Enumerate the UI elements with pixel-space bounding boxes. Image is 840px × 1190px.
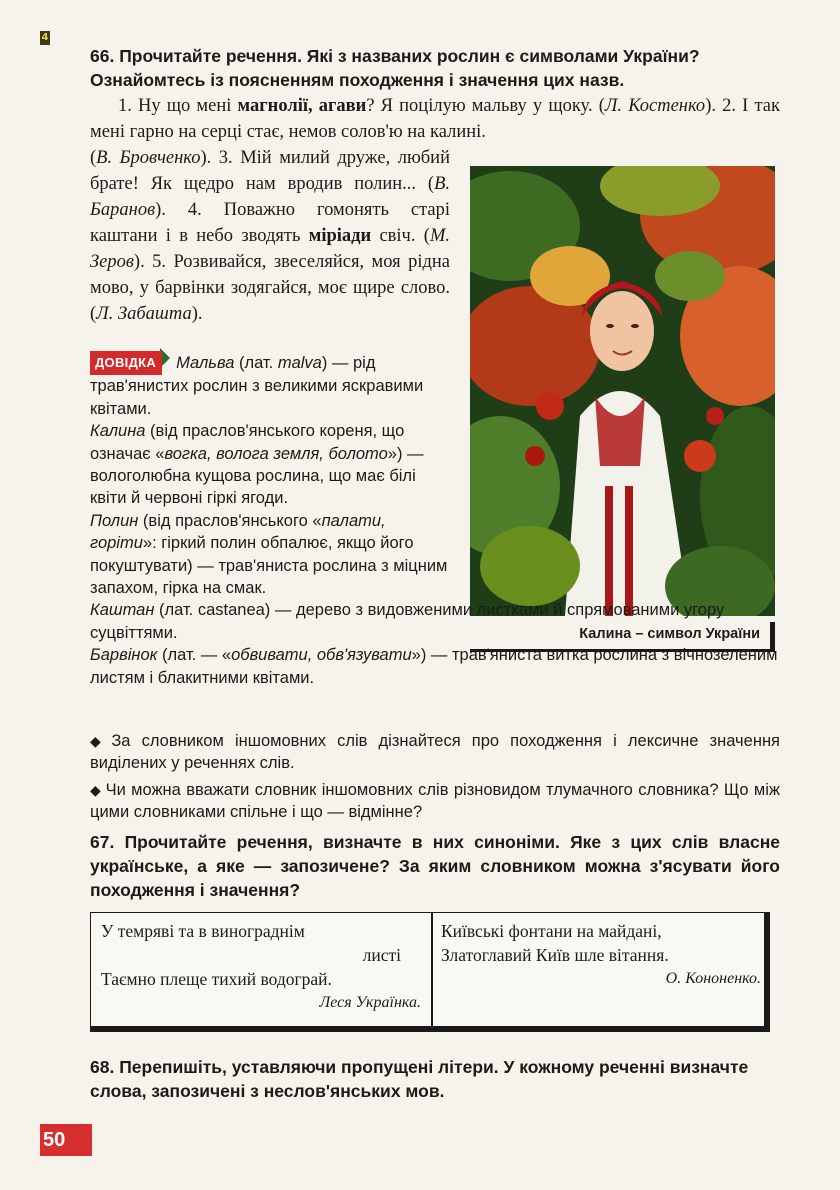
dovidka-barvinok	[90, 644, 790, 689]
task-66-heading: 66. Прочитайте речення. Які з названих рослин є символами України? Ознайомтесь із поясненням походження і значення цих назв.	[90, 46, 700, 90]
author-brovchenko: В. Бровченко	[96, 148, 201, 168]
poem-lesya-ukrainka	[101, 919, 421, 1015]
task-66-questions	[90, 730, 780, 828]
term-kalyna: Калина	[90, 422, 146, 441]
dovidka-reference-block	[90, 348, 790, 689]
poem-line: Таємно плеще тихий водограй.	[101, 969, 332, 989]
page-number: 50	[40, 1124, 92, 1156]
polyn-text: (від праслов'янського «	[138, 511, 322, 530]
question-item	[90, 730, 780, 775]
dovidka-malva	[90, 348, 450, 420]
kalyna-text: (від праслов'янського кореня, що означає «	[90, 422, 405, 463]
dovidka-badge: ДОВІДКА	[90, 351, 162, 375]
poem-line: листі	[362, 945, 401, 965]
sentence-3-text: ). 3. Мій милий друже, любий брате! Як щедро нам вродив полин... (	[90, 148, 450, 194]
author-baranov: В. Баранов	[90, 174, 450, 220]
sentences-paragraph-narrow: (В. Бровченко). 3. Мій милий друже, любий брате! Як щедро нам вродив полин... (В. Баранов). 4. Поважно гомонять старі каштани і в небо зводять міріади свіч. (М. Зеров). 5. Розвивайся, звеселяйся, моя рідна мово, у барвінки зодягайся, моє щире слово. (Л. Забашта).	[90, 148, 450, 324]
poem-divider	[431, 913, 433, 1027]
author-zabashta: Л. Забашта	[96, 304, 192, 324]
malva-text: (лат.	[234, 354, 278, 372]
question-item	[90, 779, 780, 824]
dovidka-kalyna	[90, 420, 450, 510]
poem-author: О. Кононенко.	[665, 970, 761, 987]
question-text: За словником іншомовних слів дізнайтеся про походження і лексичне значення виділених у реченнях слів.	[90, 732, 780, 773]
sentence-4-text-end: свіч. (	[371, 226, 430, 246]
barvinok-definition: ») — трав'яниста витка рослина з вічнозеленим листям і блакитними квітами.	[90, 646, 778, 687]
poem-table	[90, 912, 770, 1032]
polyn-quote: палати, горіти	[90, 511, 386, 553]
barvinok-text: (лат. — «	[157, 646, 232, 665]
poem-line: Київські фонтани на майдані,	[441, 921, 662, 941]
term-barvinok: Барвінок	[90, 646, 158, 665]
sentence-4-text: ). 4. Поважно гомонять старі каштани і в небо зводять	[90, 200, 450, 246]
poem-author: Леся Українка.	[319, 994, 421, 1011]
diamond-bullet-icon: ◆	[90, 781, 102, 798]
kalyna-quote: вогка, волога земля, болото	[164, 444, 388, 463]
dovidka-polyn	[90, 510, 450, 600]
sentence-1-text-end: ? Я поцілую мальву у щоку. (	[366, 96, 605, 116]
sentence-5-end: ).	[191, 304, 203, 324]
term-malva: Мальва	[176, 354, 235, 372]
task-67-heading: 67. Прочитайте речення, визначте в них синоніми. Яке з цих слів власне українське, а яке — запозичене? За яким словником можна з'ясувати його походження і значення?	[90, 832, 780, 900]
polyn-definition: »: гіркий полин обпалює, якщо його покуштувати) — трав'яниста рослина з міцним запахом, гірка на смак.	[90, 534, 448, 598]
corner-mark: 4	[41, 32, 49, 43]
term-kashtan: Каштан	[90, 601, 155, 620]
kashtan-definition: (лат. castanea) — дерево з видовженими листками й спрямованими угору суцвіттями.	[90, 601, 725, 642]
author-zerov: М. Зеров	[90, 226, 450, 272]
dovidka-kashtan	[90, 599, 790, 644]
task-68-heading: 68. Перепишіть, уставляючи пропущені літери. У кожному реченні визначте слова, запозичені з неслов'янських мов.	[90, 1057, 749, 1101]
question-text: Чи можна вважати словник іншомовних слів різновидом тлумачного словника? Що між цими словниками спільне і що — відмінне?	[90, 780, 780, 822]
highlighted-words: магнолії, агави	[237, 96, 367, 116]
author-kostenko: Л. Костенко	[604, 96, 706, 116]
photo-caption: Калина – символ України	[579, 626, 760, 642]
poem-line: У темряві та в винограднім	[101, 921, 305, 941]
sentence-5-text: ). 5. Розвивайся, звеселяйся, моя рідна мово, у барвінки зодягайся, моє щире слово. (	[90, 252, 450, 324]
barvinok-quote: обвивати, обв'язувати	[231, 646, 412, 665]
kalyna-definition: ») — вологолюбна кущова рослина, що має білі квіти й червоні гіркі ягоди.	[90, 444, 424, 508]
sentence-2-text: ). 2. І так мені гарно на серці стає, немов солов'ю на калині.	[90, 96, 780, 142]
sentence-1-text: 1. Ну що мені	[118, 96, 238, 116]
highlighted-word-miriady: міріади	[308, 226, 372, 246]
malva-latin: malva	[277, 354, 322, 372]
sentences-paragraph-top	[90, 93, 780, 145]
poem-line: Златоглавий Київ шле вітання.	[441, 945, 669, 965]
term-polyn: Полин	[90, 511, 139, 530]
malva-definition: ) — рід трав'янистих рослин з великими яскравими квітами.	[90, 354, 424, 418]
poem-kononenko	[441, 919, 761, 991]
diamond-bullet-icon: ◆	[90, 733, 108, 749]
